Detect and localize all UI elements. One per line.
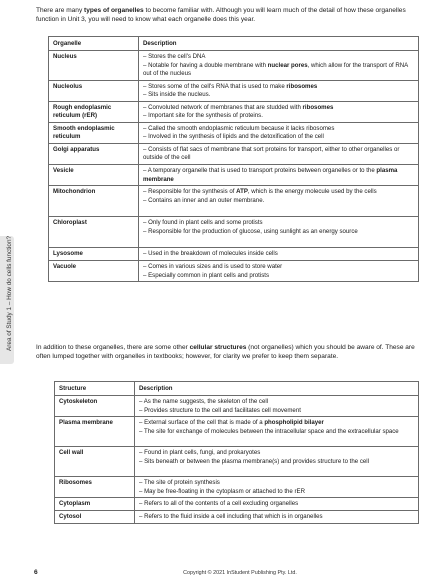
description-line	[139, 513, 414, 522]
row-description	[135, 511, 419, 524]
table-row	[55, 511, 419, 524]
table-row	[55, 396, 419, 417]
table-row	[55, 477, 419, 498]
row-description	[139, 80, 419, 101]
row-description	[139, 186, 419, 217]
description-text: – Responsible for the production of glucose, using sunlight as an energy source	[143, 227, 358, 235]
table-row	[49, 122, 419, 143]
row-description	[135, 396, 419, 417]
copyright-notice: Copyright © 2021 InStudent Publishing Pty. Ltd.	[183, 570, 297, 576]
description-text: – Involved in the synthesis of lipids and the detoxification of the cell	[143, 133, 324, 141]
table-row	[49, 51, 419, 81]
description-line	[139, 449, 414, 458]
table-row	[49, 261, 419, 282]
description-line	[143, 167, 414, 184]
intro-paragraph	[36, 6, 414, 24]
row-description	[135, 417, 419, 447]
description-line	[139, 428, 414, 437]
table-row	[49, 248, 419, 261]
structures-intro-text-rest: (not organelles) which you should be aware of. These are often lumped together with organelles in textbooks; however, for clarity we prefer to keep them separate.	[36, 344, 415, 361]
table-row	[55, 447, 419, 477]
description-text: – Found in plant cells, fungi, and prokaryotes	[139, 449, 261, 457]
row-name: Vacuole	[49, 261, 139, 282]
description-text: – Refers to all of the contents of a cell excluding organelles	[139, 500, 299, 508]
description-line	[143, 53, 414, 62]
row-name: Lysosome	[49, 248, 139, 261]
row-description	[135, 447, 419, 477]
description-text: – Sits beneath or between the plasma membrane(s) and provides structure to the cell	[139, 457, 369, 465]
key-term: ribosomes	[302, 103, 334, 111]
description-text: – Important site for the synthesis of proteins.	[143, 112, 263, 120]
key-term: nuclear pores	[267, 61, 308, 69]
description-line	[143, 197, 414, 206]
description-line	[143, 146, 414, 163]
description-text: – Only found in plant cells and some protists	[143, 219, 263, 227]
table-row	[49, 186, 419, 217]
description-line	[139, 407, 414, 416]
description-text: – Consists of flat sacs of membrane that sort proteins for transport, either to other organelles or outside of the cell	[143, 145, 400, 162]
column-header-structure: Structure	[55, 382, 135, 396]
row-name: Plasma membrane	[55, 417, 135, 447]
row-description	[139, 217, 419, 248]
intro-bold-term: types of organelles	[84, 7, 144, 14]
structures-intro-bold-term: cellular structures	[189, 344, 247, 351]
key-term: ATP	[236, 188, 248, 196]
description-text: – Called the smooth endoplasmic reticulum because it lacks ribosomes	[143, 124, 335, 132]
description-line	[139, 500, 414, 509]
description-text: – Responsible for the synthesis of	[143, 188, 237, 196]
description-line	[143, 272, 414, 281]
description-text: – Used in the breakdown of molecules inside cells	[143, 250, 278, 258]
row-description	[139, 143, 419, 164]
description-text: – As the name suggests, the skeleton of the cell	[139, 398, 269, 405]
key-term: ribosomes	[286, 82, 318, 90]
description-text: – Stores the cell's DNA	[143, 53, 206, 60]
description-line	[143, 112, 414, 121]
row-description	[139, 165, 419, 186]
page-number: 6	[34, 569, 38, 576]
intro-text-rest: to become familiar with. Although you will learn much of the detail of how these organelles function in Unit 3, you will need to know what each organelle does this year.	[36, 7, 406, 24]
table-row	[49, 80, 419, 101]
structures-intro-text: In addition to these organelles, there are some other	[36, 344, 190, 351]
row-name: Nucleolus	[49, 80, 139, 101]
row-description	[139, 261, 419, 282]
column-header-description: Description	[139, 37, 419, 51]
description-text: – Comes in various sizes and is used to store water	[143, 263, 283, 271]
row-name: Vesicle	[49, 165, 139, 186]
description-text: – Refers to the fluid inside a cell including that which is in organelles	[139, 513, 323, 521]
description-text: – The site of protein synthesis	[139, 479, 220, 487]
description-text: – The site for exchange of molecules between the intracellular space and the extracellular space	[139, 427, 399, 435]
row-name: Golgi apparatus	[49, 143, 139, 164]
description-text: – Notable for having a double membrane with	[143, 61, 268, 69]
description-line	[139, 398, 414, 407]
row-description	[139, 248, 419, 261]
description-text: , which is the energy molecule used by the cells	[247, 188, 377, 196]
row-name: Cytoskeleton	[55, 396, 135, 417]
description-text: – Contains an inner and an outer membrane.	[143, 196, 265, 204]
description-line	[143, 228, 414, 237]
description-line	[143, 188, 414, 197]
description-line	[143, 133, 414, 142]
description-line	[139, 479, 414, 488]
side-label: Area of Study 1 – How do cells function?	[6, 235, 13, 351]
description-text: , which allow for the transport of RNA out of the nucleus	[143, 61, 408, 78]
table-row	[55, 498, 419, 511]
description-text: – Provides structure to the cell and facilitates cell movement	[139, 406, 301, 414]
row-name: Chloroplast	[49, 217, 139, 248]
description-text: – Convoluted network of membranes that are studded with	[143, 103, 303, 111]
description-text: – May be free-floating in the cytoplasm or attached to the rER	[139, 487, 305, 495]
column-header-description: Description	[135, 382, 419, 396]
description-line	[143, 219, 414, 228]
description-line	[139, 458, 414, 467]
table-header-row	[55, 382, 419, 396]
row-name: Ribosomes	[55, 477, 135, 498]
description-text: – A temporary organelle that is used to transport proteins between organelles or to the	[143, 167, 377, 175]
table-header-row	[49, 37, 419, 51]
description-text: – Stores some of the cell's RNA that is used to make	[143, 82, 287, 90]
table-row	[49, 217, 419, 248]
description-line	[143, 62, 414, 79]
key-term: phospholipid bilayer	[264, 419, 324, 427]
row-name: Rough endoplasmic reticulum (rER)	[49, 101, 139, 122]
description-text: – External surface of the cell that is made of a	[139, 419, 265, 427]
row-name: Cytoplasm	[55, 498, 135, 511]
table-row	[49, 143, 419, 164]
table-row	[49, 101, 419, 122]
description-text: – Sits inside the nucleus.	[143, 91, 211, 99]
row-description	[139, 101, 419, 122]
description-line	[139, 419, 414, 428]
structures-intro-paragraph	[36, 343, 418, 361]
row-name: Nucleus	[49, 51, 139, 81]
description-line	[143, 91, 414, 100]
description-line	[143, 104, 414, 113]
table-row	[49, 165, 419, 186]
row-description	[135, 498, 419, 511]
row-name: Cytosol	[55, 511, 135, 524]
description-line	[143, 125, 414, 134]
description-line	[143, 250, 414, 259]
description-line	[139, 488, 414, 497]
column-header-organelle: Organelle	[49, 37, 139, 51]
key-term: plasma membrane	[143, 167, 398, 183]
row-name: Mitochondrion	[49, 186, 139, 217]
table-row	[55, 417, 419, 447]
row-name: Cell wall	[55, 447, 135, 477]
row-description	[139, 122, 419, 143]
description-line	[143, 263, 414, 272]
row-description	[139, 51, 419, 81]
row-description	[135, 477, 419, 498]
row-name: Smooth endoplasmic reticulum	[49, 122, 139, 143]
description-text: – Especially common in plant cells and protists	[143, 271, 269, 279]
organelles-table	[48, 36, 419, 282]
structures-table	[54, 381, 419, 524]
intro-text: There are many	[36, 7, 85, 14]
description-line	[143, 83, 414, 92]
